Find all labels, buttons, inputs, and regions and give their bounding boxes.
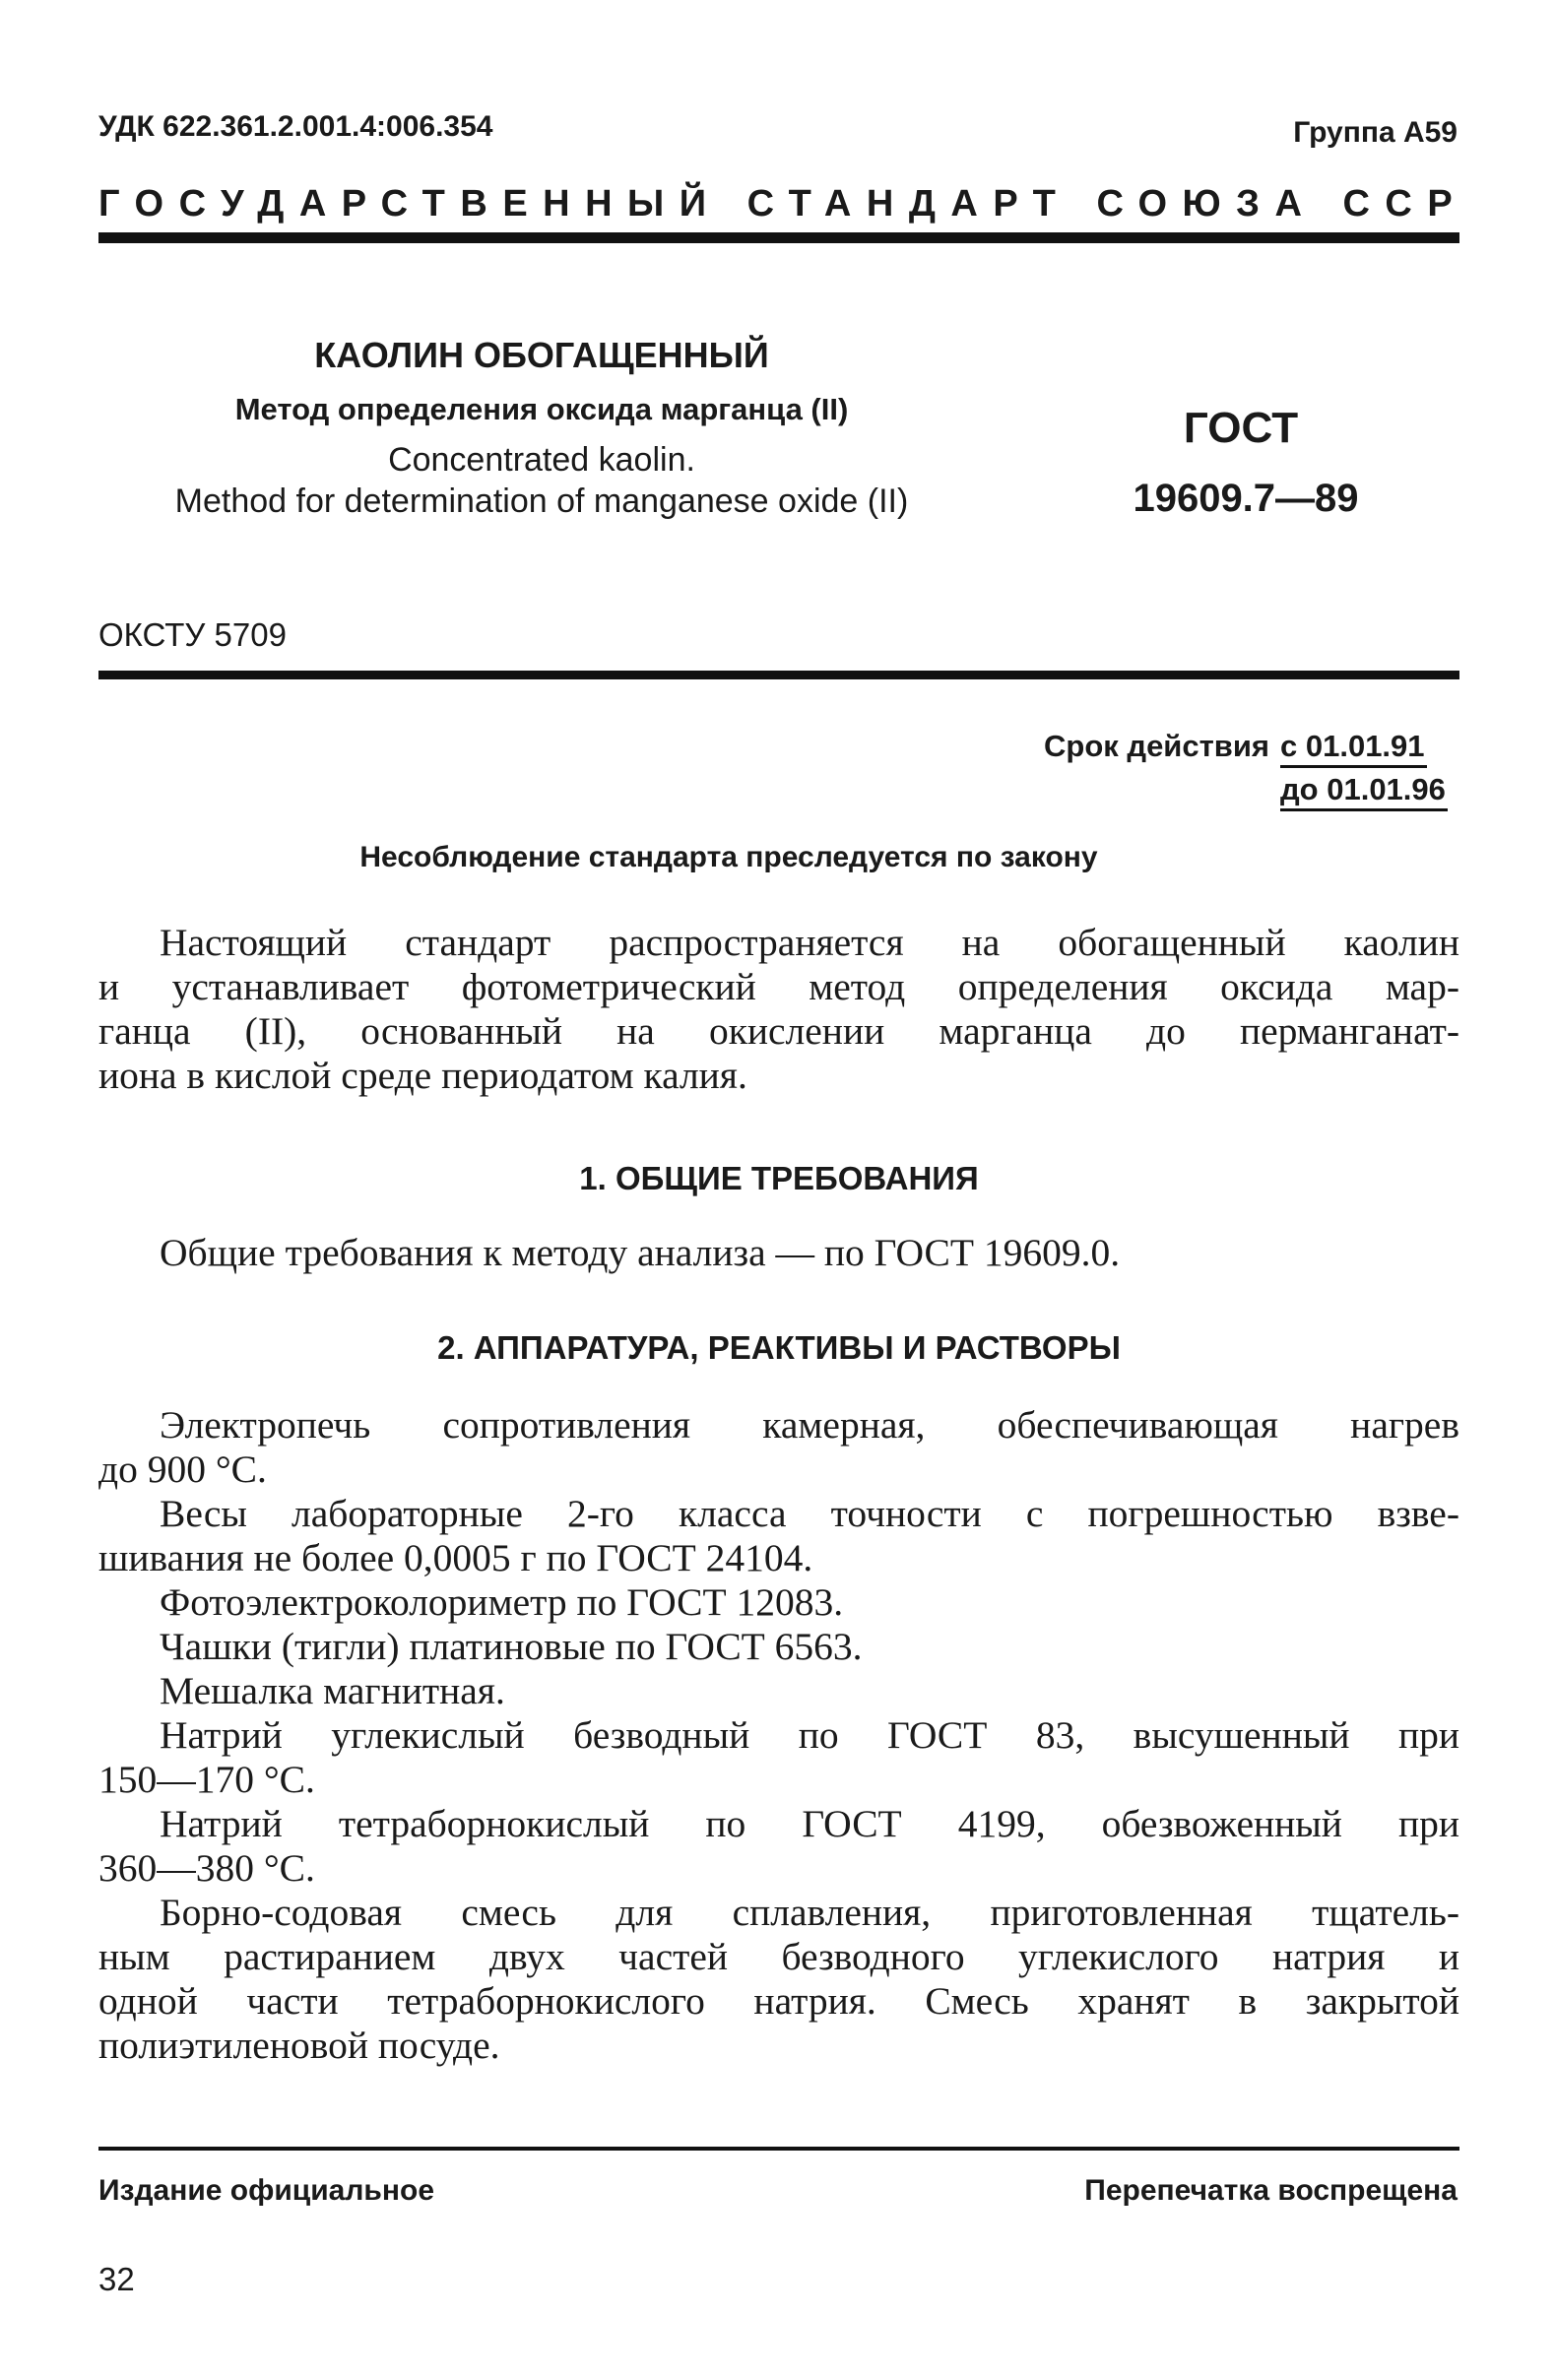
intro-line: ганца (II), основанный на окислении марганца до перманганат-: [98, 1009, 1459, 1053]
group-code: Группа А59: [1293, 116, 1458, 149]
list-item: [98, 1580, 1459, 1625]
section-1-text: [98, 1231, 1459, 1275]
reprint-note: Перепечатка воспрещена: [1084, 2174, 1458, 2207]
list-item-line: до 900 °С.: [98, 1447, 267, 1491]
list-item: [98, 1669, 1459, 1713]
list-item-line: Весы лабораторные 2-го класса точности с погрешностью взве-: [160, 1492, 1459, 1535]
gost-number: 19609.7—89: [1133, 477, 1359, 520]
list-item-line: Натрий углекислый безводный по ГОСТ 83, высушенный при: [160, 1713, 1459, 1757]
list-item-line: полиэтиленовой посуде.: [98, 2024, 500, 2067]
list-item: [98, 1891, 1459, 2068]
list-item-line: Борно-содовая смесь для сплавления, приготовленная тщатель-: [160, 1891, 1459, 1934]
section-1-line: Общие требования к методу анализа — по ГОСТ 19609.0.: [160, 1231, 1121, 1274]
list-item-line: шивания не более 0,0005 г по ГОСТ 24104.: [98, 1536, 813, 1579]
footer-divider: [98, 2147, 1459, 2151]
title-en-line: Concentrated kaolin.: [388, 441, 695, 479]
validity-to: до 01.01.96: [1280, 772, 1448, 811]
document-title-en: [128, 439, 955, 522]
header-divider: [98, 232, 1459, 243]
list-item: [98, 1403, 1459, 1492]
list-item-line: Фотоэлектроколориметр по ГОСТ 12083.: [160, 1580, 844, 1624]
oksty-code: ОКСТУ 5709: [98, 616, 287, 653]
list-item-line: одной части тетраборнокислого натрия. Смесь хранят в закрытой: [98, 1979, 1459, 2023]
list-item-line: Электропечь сопротивления камерная, обеспечивающая нагрев: [160, 1403, 1459, 1447]
list-item-line: Чашки (тигли) платиновые по ГОСТ 6563.: [160, 1625, 863, 1668]
document-title-ru: КАОЛИН ОБОГАЩЕННЫЙ: [314, 335, 769, 375]
intro-line: и устанавливает фотометрический метод определения оксида мар-: [98, 965, 1459, 1008]
validity-label: Срок действия: [1044, 729, 1269, 763]
title-divider: [98, 671, 1459, 679]
legal-notice: Несоблюдение стандарта преследуется по закону: [359, 841, 1098, 873]
section-2-heading: 2. АППАРАТУРА, РЕАКТИВЫ И РАСТВОРЫ: [437, 1329, 1121, 1366]
list-item-line: Натрий тетраборнокислый по ГОСТ 4199, обезвоженный при: [160, 1802, 1459, 1845]
list-item-line: 150—170 °С.: [98, 1758, 315, 1801]
list-item: [98, 1713, 1459, 1802]
page-number: 32: [98, 2261, 135, 2297]
intro-line: Настоящий стандарт распространяется на обогащенный каолин: [160, 921, 1459, 964]
method-title-ru: Метод определения оксида марганца (II): [234, 392, 849, 426]
list-item-line: 360—380 °С.: [98, 1846, 315, 1890]
intro-line: иона в кислой среде периодатом калия.: [98, 1054, 747, 1097]
list-item: [98, 1492, 1459, 1580]
equipment-list: [98, 1403, 1459, 2068]
list-item-line: Мешалка магнитная.: [160, 1669, 505, 1712]
gost-label: ГОСТ: [1183, 404, 1299, 452]
udk-code: УДК 622.361.2.001.4:006.354: [98, 110, 493, 143]
validity-from: с 01.01.91: [1280, 729, 1427, 768]
list-item: [98, 1625, 1459, 1669]
intro-paragraph: [98, 921, 1459, 1098]
standard-header-title: ГОСУДАРСТВЕННЫЙ СТАНДАРТ СОЮЗА ССР: [98, 183, 1468, 225]
edition-note: Издание официальное: [98, 2174, 435, 2207]
list-item-line: ным растиранием двух частей безводного углекислого натрия и: [98, 1935, 1459, 1978]
section-1-heading: 1. ОБЩИЕ ТРЕБОВАНИЯ: [579, 1160, 979, 1196]
list-item: [98, 1802, 1459, 1891]
title-en-line: Method for determination of manganese oxide (II): [174, 482, 909, 520]
